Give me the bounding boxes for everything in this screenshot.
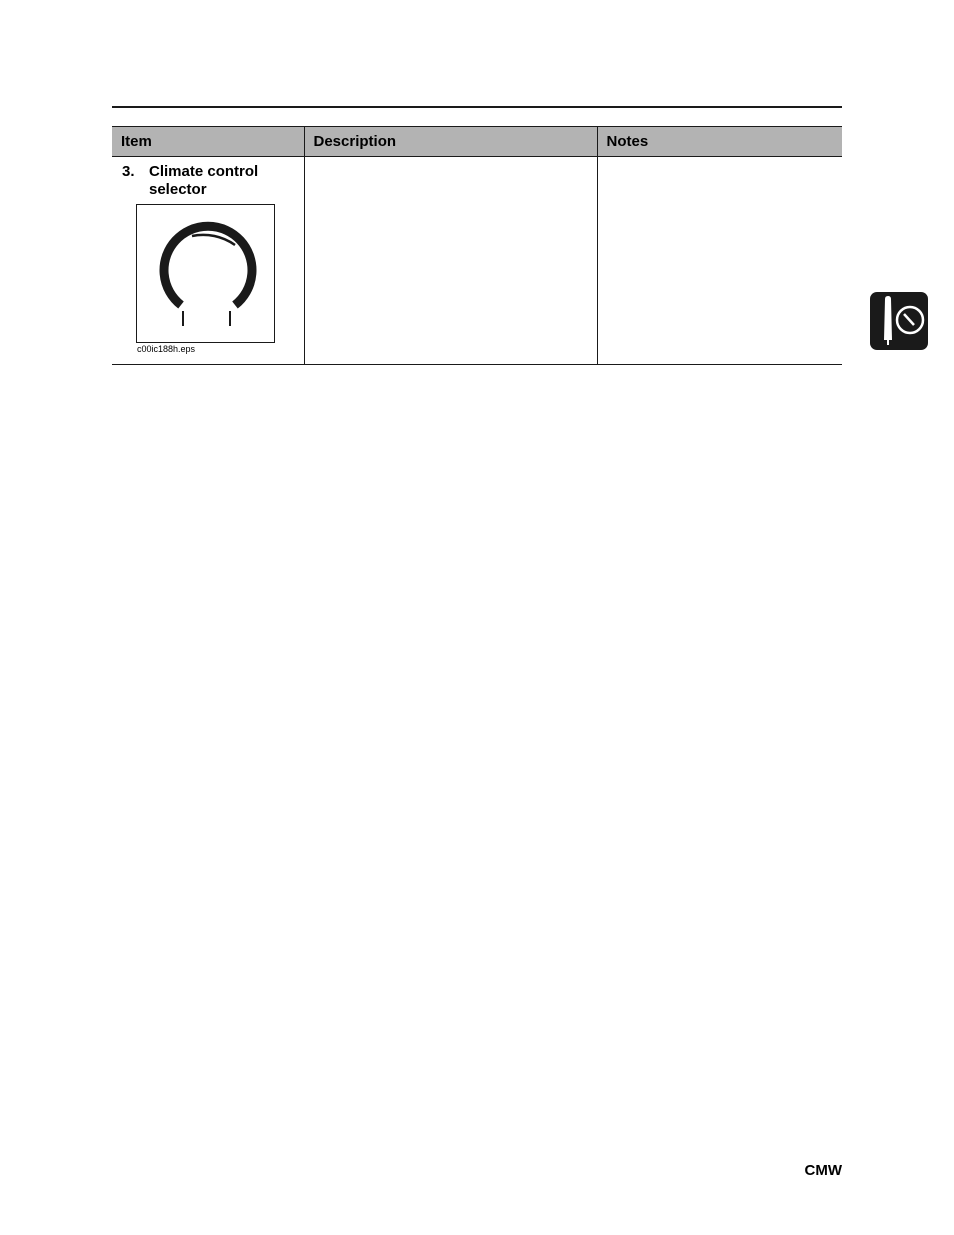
- table-row: [112, 157, 842, 365]
- climate-dial-icon: [137, 205, 276, 344]
- figure-box: [136, 204, 275, 343]
- description-cell: [304, 157, 597, 365]
- notes-cell: [597, 157, 842, 365]
- item-label: Climate control selector: [149, 163, 259, 198]
- footer-code: CMW: [804, 1162, 842, 1179]
- header-item: Item: [112, 127, 304, 157]
- item-title: [122, 163, 279, 199]
- gear-lever-gauge-icon: [870, 292, 928, 350]
- top-rule: [112, 106, 842, 108]
- item-cell: [112, 157, 304, 365]
- item-number: 3.: [122, 163, 135, 180]
- spec-table: [112, 126, 842, 365]
- figure-caption: c00ic188h.eps: [137, 344, 196, 354]
- header-description: Description: [304, 127, 597, 157]
- section-tab: [870, 292, 928, 350]
- table-header-row: [112, 127, 842, 157]
- header-notes: Notes: [597, 127, 842, 157]
